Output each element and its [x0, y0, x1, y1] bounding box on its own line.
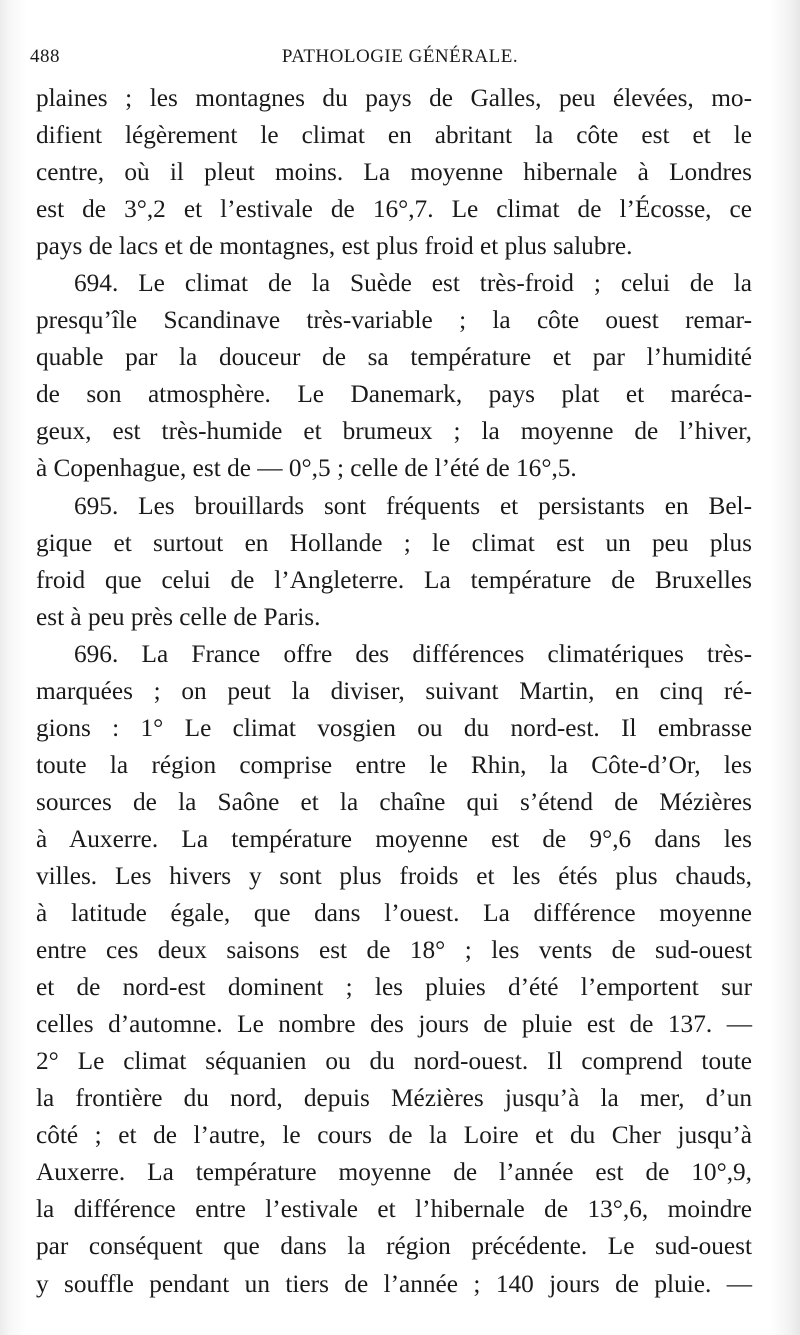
text-line: la différence entre l’estivale et l’hibernale de 13°,6, moindre: [36, 1195, 752, 1224]
text-line: est de 3°,2 et l’estivale de 16°,7. Le climat de l’Écosse, ce: [36, 195, 752, 224]
text-line: à Copenhague, est de — 0°,5 ; celle de l’été de 16°,5.: [36, 454, 577, 483]
text-line: toute la région comprise entre le Rhin, la Côte-d’Or, les: [36, 750, 752, 779]
text-line: froid que celui de l’Angleterre. La température de Bruxelles: [36, 565, 752, 594]
text-line: à Auxerre. La température moyenne est de 9°,6 dans les: [36, 824, 752, 853]
text-line: difient légèrement le climat en abritant la côte est et le: [36, 121, 752, 150]
text-line: quable par la douceur de sa température et par l’humidité: [36, 343, 752, 372]
text-line: et de nord-est dominent ; les pluies d’été l’emportent sur: [36, 973, 752, 1002]
text-line: la frontière du nord, depuis Mézières jusqu’à la mer, d’un: [36, 1084, 752, 1113]
text-line: 694. Le climat de la Suède est très-froid ; celui de la: [74, 269, 752, 298]
text-line: villes. Les hivers y sont plus froids et les étés plus chauds,: [36, 861, 752, 890]
page-number: 488: [30, 46, 60, 67]
body-text: [36, 80, 752, 1303]
text-line: à latitude égale, que dans l’ouest. La différence moyenne: [36, 899, 752, 928]
text-line: entre ces deux saisons est de 18° ; les vents de sud-ouest: [36, 936, 752, 965]
text-line: celles d’automne. Le nombre des jours de pluie est de 137. —: [36, 1010, 752, 1039]
text-line: côté ; et de l’autre, le cours de la Loire et du Cher jusqu’à: [36, 1121, 752, 1150]
running-head: PATHOLOGIE GÉNÉRALE.: [281, 46, 519, 67]
page-header: [30, 46, 770, 76]
text-line: sources de la Saône et la chaîne qui s’étend de Mézières: [36, 787, 752, 816]
text-line: gions : 1° Le climat vosgien ou du nord-est. Il embrasse: [36, 713, 752, 742]
text-line: de son atmosphère. Le Danemark, pays plat et maréca-: [36, 380, 752, 409]
text-line: geux, est très-humide et brumeux ; la moyenne de l’hiver,: [36, 417, 752, 446]
text-line: marquées ; on peut la diviser, suivant Martin, en cinq ré-: [36, 676, 752, 705]
text-line: Auxerre. La température moyenne de l’année est de 10°,9,: [36, 1158, 752, 1187]
text-line: centre, où il pleut moins. La moyenne hibernale à Londres: [36, 158, 752, 187]
text-line: y souffle pendant un tiers de l’année ; 140 jours de pluie. —: [36, 1269, 752, 1298]
text-line: 695. Les brouillards sont fréquents et persistants en Bel-: [74, 491, 752, 520]
text-line: 696. La France offre des différences climatériques très-: [74, 639, 752, 668]
text-line: pays de lacs et de montagnes, est plus froid et plus salubre.: [36, 232, 633, 261]
text-line: gique et surtout en Hollande ; le climat est un peu plus: [36, 528, 752, 557]
text-line: par conséquent que dans la région précédente. Le sud-ouest: [36, 1232, 752, 1261]
text-line: est à peu près celle de Paris.: [36, 602, 321, 631]
text-line: plaines ; les montagnes du pays de Galles, peu élevées, mo-: [36, 84, 752, 112]
text-line: presqu’île Scandinave très-variable ; la côte ouest remar-: [36, 306, 752, 335]
text-line: 2° Le climat séquanien ou du nord-ouest. Il comprend toute: [36, 1047, 752, 1076]
